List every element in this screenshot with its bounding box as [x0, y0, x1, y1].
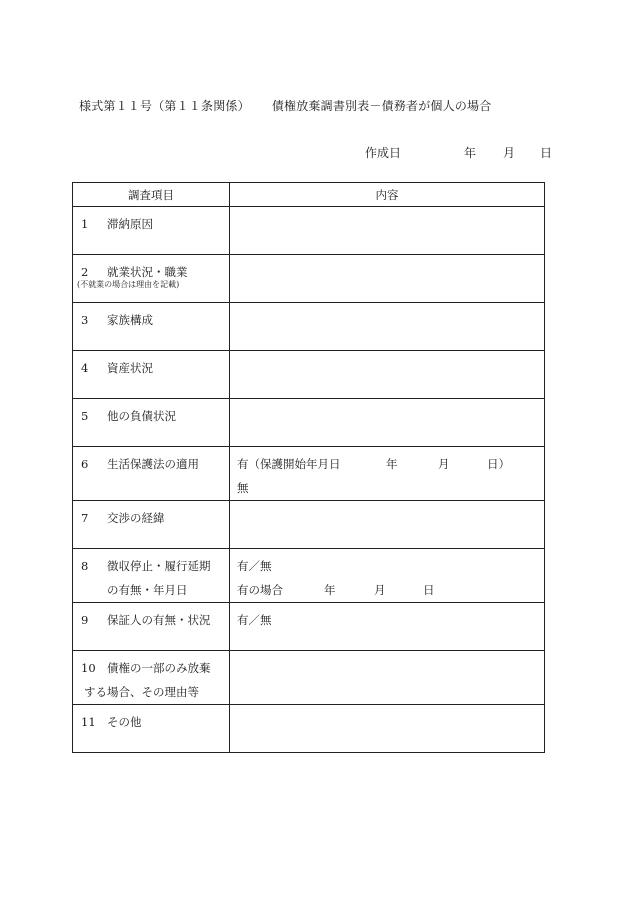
table-row [73, 351, 545, 399]
row-number: 7 [81, 511, 89, 525]
row-label: 交渉の経緯 [107, 511, 165, 525]
content-cell[interactable] [230, 549, 545, 603]
row-number: 8 [81, 559, 89, 573]
suspension-month: 月 [374, 583, 386, 597]
row-label: その他 [107, 715, 142, 729]
table-row [73, 651, 545, 705]
content-cell[interactable] [230, 255, 545, 303]
row-number: 10 [81, 661, 96, 675]
table-row [73, 399, 545, 447]
row-label: 他の負債状況 [107, 409, 176, 423]
content-cell[interactable] [230, 603, 545, 651]
welfare-no: 無 [237, 481, 249, 495]
content-cell[interactable] [230, 399, 545, 447]
creation-date-month: 月 [503, 146, 516, 160]
suspension-if-yes: 有の場合 [237, 583, 283, 597]
table-row [73, 447, 545, 501]
row-label: 保証人の有無・状況 [107, 613, 211, 627]
table-row [73, 255, 545, 303]
row-label: 家族構成 [107, 313, 153, 327]
row-number: 1 [81, 217, 89, 231]
row-number: 2 [81, 265, 89, 279]
form-number: 様式第１１号（第１１条関係） [79, 99, 250, 113]
content-cell[interactable] [230, 651, 545, 705]
table-header-row [73, 183, 545, 207]
header-content: 内容 [230, 183, 545, 207]
guarantor-yes-no: 有／無 [237, 613, 272, 627]
header-item: 調査項目 [73, 183, 230, 207]
content-cell[interactable] [230, 447, 545, 501]
row-number: 6 [81, 457, 89, 471]
row-number: 5 [81, 409, 89, 423]
suspension-yes-no: 有／無 [237, 559, 272, 573]
row-label: 就業状況・職業 [107, 265, 188, 279]
suspension-day: 日 [423, 583, 435, 597]
row-label: 徴収停止・履行延期 [107, 559, 211, 573]
content-cell[interactable] [230, 501, 545, 549]
row-label-continued: する場合、その理由等 [84, 685, 199, 699]
table-row [73, 603, 545, 651]
content-cell[interactable] [230, 207, 545, 255]
row-label: 債権の一部のみ放棄 [107, 661, 211, 675]
row-label: 資産状況 [107, 361, 153, 375]
form-title-line [79, 97, 491, 114]
welfare-day: 日） [487, 457, 510, 471]
investigation-table [72, 182, 545, 753]
row-label-continued: の有無・年月日 [107, 583, 188, 597]
creation-date-day: 日 [540, 146, 553, 160]
welfare-month: 月 [438, 457, 450, 471]
welfare-year: 年 [386, 457, 398, 471]
content-cell[interactable] [230, 351, 545, 399]
creation-date-year: 年 [464, 146, 477, 160]
row-number: 9 [81, 613, 89, 627]
table-row [73, 207, 545, 255]
row-number: 11 [81, 715, 96, 729]
row-number: 4 [81, 361, 89, 375]
content-cell[interactable] [230, 303, 545, 351]
form-title: 債権放棄調書別表－債務者が個人の場合 [271, 99, 492, 113]
welfare-yes-prefix: 有（保護開始年月日 [237, 457, 341, 471]
row-label: 生活保護法の適用 [107, 457, 199, 471]
row-number: 3 [81, 313, 89, 327]
table-row [73, 549, 545, 603]
table-row [73, 705, 545, 753]
table-row [73, 303, 545, 351]
row-label: 滞納原因 [107, 217, 153, 231]
row-note: (不就業の場合は理由を記載) [77, 280, 180, 289]
creation-date-label: 作成日 [365, 146, 402, 160]
content-cell[interactable] [230, 705, 545, 753]
suspension-year: 年 [324, 583, 336, 597]
table-row [73, 501, 545, 549]
